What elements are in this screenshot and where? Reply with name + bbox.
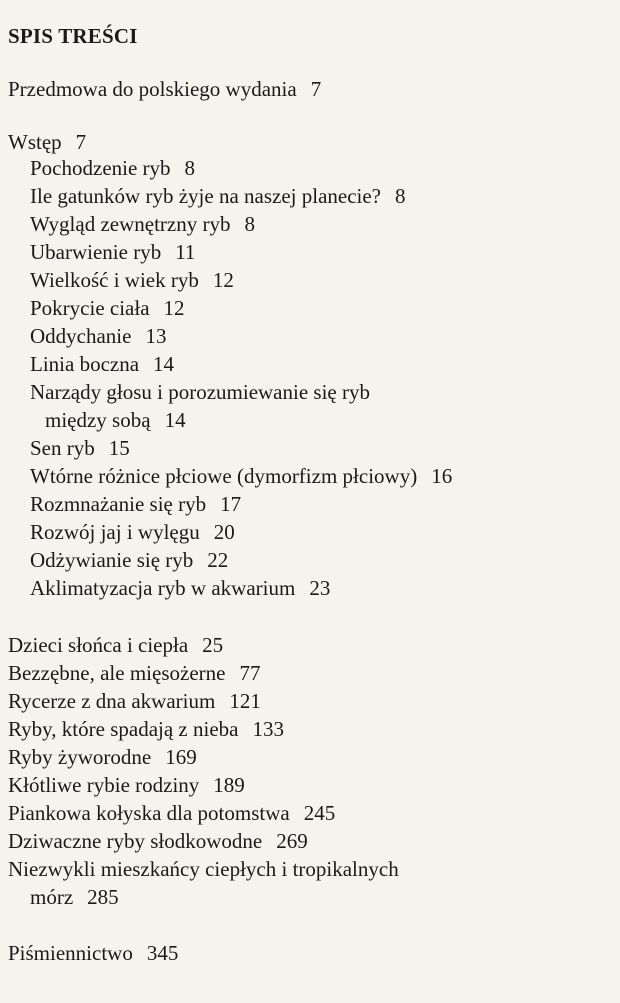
toc-subentry [30, 267, 234, 293]
toc-entry-page: 121 [229, 689, 261, 713]
toc-entry-page: 345 [146, 941, 179, 965]
toc-entry-continuation [30, 884, 119, 910]
toc-subentry [30, 183, 406, 209]
toc-entry [8, 129, 86, 155]
toc-subentry [30, 463, 452, 489]
toc-entry [8, 76, 321, 102]
toc-heading: SPIS TREŚCI [8, 24, 138, 48]
toc-entry-title: Sen ryb [30, 436, 95, 460]
toc-entry-title: Wygląd zewnętrzny ryb [30, 212, 231, 236]
toc-entry-page: 14 [164, 408, 186, 432]
toc-entry-title: Oddychanie [30, 324, 132, 348]
toc-entry-page: 15 [108, 436, 130, 460]
toc-entry-title: Pochodzenie ryb [30, 156, 171, 180]
toc-entry [8, 800, 335, 826]
toc-entry-title: Rycerze z dna akwarium [8, 689, 216, 713]
toc-entry-title: Odżywianie się ryb [30, 548, 194, 572]
toc-entry-page: 7 [75, 130, 87, 154]
toc-subentry [30, 211, 255, 237]
toc-entry-page: 16 [431, 464, 453, 488]
toc-subentry [30, 239, 195, 265]
toc-subentry [30, 323, 166, 349]
toc-entry-page: 8 [395, 184, 406, 208]
toc-subentry [30, 575, 330, 601]
toc-entry-title: Niezwykli mieszkańcy ciepłych i tropikalnych [8, 857, 399, 881]
toc-entry-title: Ryby żyworodne [8, 745, 152, 769]
toc-entry-title: Pokrycie ciała [30, 296, 150, 320]
toc-entry-page: 25 [202, 633, 224, 657]
toc-subentry [30, 351, 174, 377]
toc-entry-page: 245 [303, 801, 336, 825]
toc-entry [8, 688, 261, 714]
toc-entry [8, 772, 245, 798]
toc-entry-page: 14 [153, 352, 175, 376]
toc-entry-page: 77 [239, 661, 261, 685]
toc-entry [8, 856, 399, 882]
toc-entry-page: 133 [252, 717, 284, 741]
toc-subentry [30, 155, 195, 181]
toc-entry-title: Ubarwienie ryb [30, 240, 162, 264]
toc-entry-page: 169 [165, 745, 197, 769]
toc-entry-title: Rozmnażanie się ryb [30, 492, 207, 516]
toc-entry-title: mórz [30, 885, 74, 909]
toc-entry-title: Linia boczna [30, 352, 140, 376]
toc-subentry [30, 295, 185, 321]
toc-entry-title: Przedmowa do polskiego wydania [8, 77, 297, 101]
toc-subentry [30, 379, 370, 405]
toc-entry-page: 23 [309, 576, 331, 600]
toc-entry [8, 940, 178, 966]
toc-entry-page: 20 [213, 520, 235, 544]
toc-entry-page: 8 [244, 212, 255, 236]
toc-entry-title: Narządy głosu i porozumiewanie się ryb [30, 380, 370, 404]
toc-entry-title: Dziwaczne ryby słodkowodne [8, 829, 263, 853]
toc-entry-title: Rozwój jaj i wylęgu [30, 520, 200, 544]
toc-entry-page: 17 [220, 492, 242, 516]
toc-entry-title: Wstęp [8, 130, 62, 154]
toc-entry [8, 716, 284, 742]
toc-entry-title: między sobą [45, 408, 151, 432]
toc-entry-title: Piśmiennictwo [8, 941, 133, 965]
toc-entry [8, 660, 260, 686]
toc-entry-title: Kłótliwe rybie rodziny [8, 773, 200, 797]
toc-entry-page: 7 [310, 77, 322, 101]
toc-entry-title: Bezzębne, ale mięsożerne [8, 661, 226, 685]
toc-entry-page: 22 [207, 548, 229, 572]
toc-entry-page: 285 [87, 885, 119, 909]
toc-entry-page: 8 [184, 156, 196, 180]
toc-entry-title: Piankowa kołyska dla potomstwa [8, 801, 290, 825]
toc-entry-title: Aklimatyzacja ryb w akwarium [30, 576, 296, 600]
toc-entry-page: 11 [175, 240, 196, 264]
toc-subentry [30, 547, 228, 573]
toc-entry-title: Ile gatunków ryb żyje na naszej planecie? [30, 184, 382, 208]
toc-subentry-continuation [45, 407, 186, 433]
toc-entry-page: 12 [163, 296, 185, 320]
toc-entry-title: Wtórne różnice płciowe (dymorfizm płciowy) [30, 464, 418, 488]
toc-subentry [30, 435, 130, 461]
toc-entry-page: 269 [276, 829, 308, 853]
toc-entry [8, 828, 308, 854]
toc-entry-title: Dzieci słońca i ciepła [8, 633, 189, 657]
toc-subentry [30, 491, 241, 517]
toc-entry [8, 632, 223, 658]
toc-entry-page: 189 [213, 773, 245, 797]
toc-entry-title: Ryby, które spadają z nieba [8, 717, 239, 741]
toc-entry [8, 744, 197, 770]
toc-subentry [30, 519, 235, 545]
toc-entry-page: 13 [145, 324, 167, 348]
toc-entry-page: 12 [212, 268, 234, 292]
toc-entry-title: Wielkość i wiek ryb [30, 268, 199, 292]
